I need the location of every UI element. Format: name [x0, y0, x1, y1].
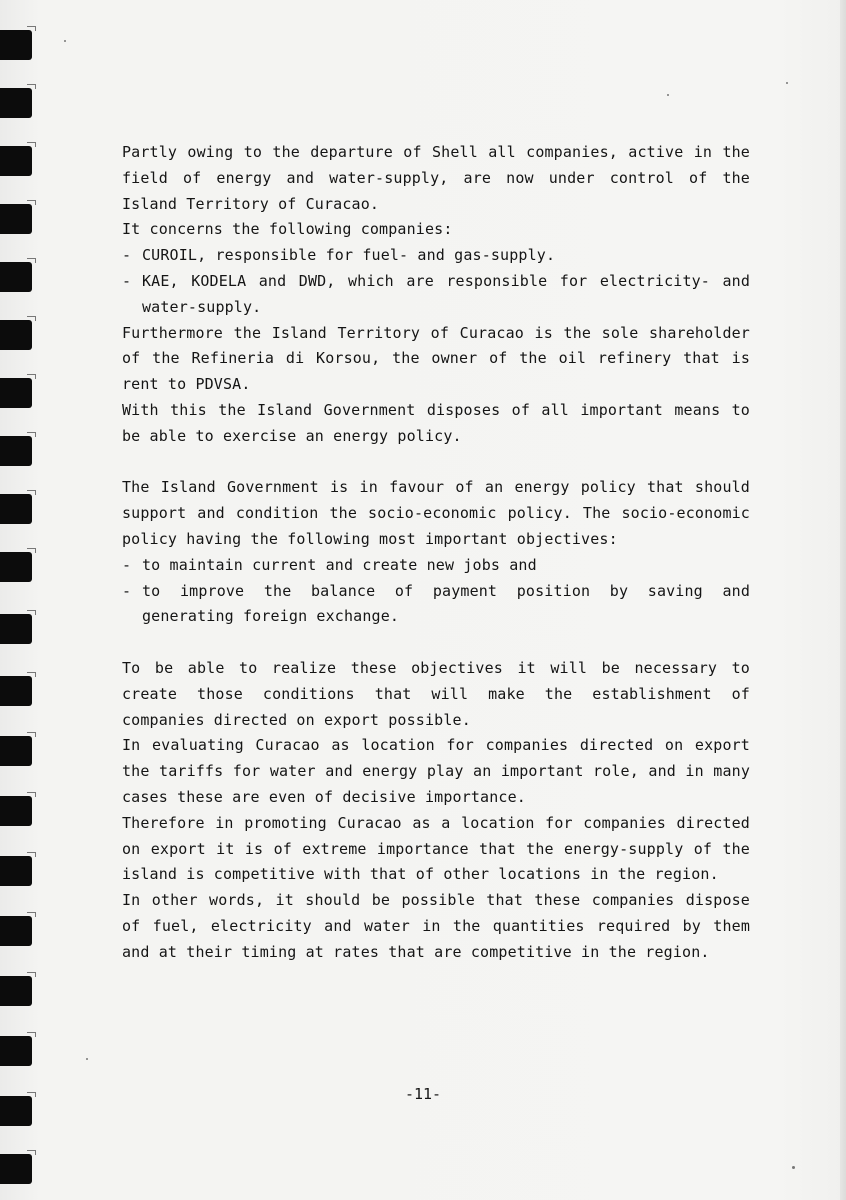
binding-ring: [0, 30, 32, 60]
list-marker: -: [122, 271, 132, 290]
list-item: [122, 553, 750, 579]
paragraph: To be able to realize these objectives it will be necessary to create those conditions that will make the establishment of companies directed on export possible.: [122, 658, 750, 729]
binding-ring: [0, 494, 32, 524]
binding-ring: [0, 796, 32, 826]
list-item-text: to improve the balance of payment position by saving and generating foreign exchange.: [142, 581, 750, 626]
list-item-text: KAE, KODELA and DWD, which are responsible for electricity- and water-supply.: [142, 271, 750, 316]
binding-ring: [0, 736, 32, 766]
binding-ring: [0, 1154, 32, 1184]
paper-speck: [667, 94, 669, 96]
paragraph: In other words, it should be possible that these companies dispose of fuel, electricity and water in the quantities required by them and at their timing at rates that are competitive in the region.: [122, 891, 750, 961]
paper-speck: [64, 40, 66, 42]
spiral-binding: [0, 0, 40, 1200]
page-number: -11-: [404, 1085, 442, 1103]
body-text: [122, 140, 750, 966]
binding-ring: [0, 378, 32, 408]
paper-speck: [786, 82, 788, 84]
binding-ring: [0, 262, 32, 292]
list-item: [122, 243, 750, 269]
paragraph: Furthermore the Island Territory of Curacao is the sole shareholder of the Refineria di Korsou, the owner of the oil refinery that is rent to PDVSA.: [122, 323, 750, 394]
list-marker: -: [122, 555, 132, 574]
paragraph: The Island Government is in favour of an energy policy that should support and condition the socio-economic policy. The socio-economic policy having the following most important objectives:: [122, 478, 750, 548]
paragraph-gap: [122, 630, 750, 656]
paragraph: It concerns the following companies:: [122, 220, 453, 239]
paragraph: Partly owing to the departure of Shell all companies, active in the field of energy and water-supply, are now under control of the Island Territory of Curacao.: [122, 143, 750, 213]
list-marker: -: [122, 246, 132, 265]
paragraph: With this the Island Government disposes of all important means to be able to exercise an energy policy.: [122, 400, 750, 445]
binding-ring: [0, 552, 32, 582]
binding-ring: [0, 436, 32, 466]
paper-speck: [792, 1166, 795, 1169]
list-item: [122, 579, 750, 631]
paper-speck: [86, 1058, 88, 1060]
page-edge: [840, 0, 846, 1200]
binding-ring: [0, 856, 32, 886]
binding-ring: [0, 88, 32, 118]
binding-ring: [0, 614, 32, 644]
binding-ring: [0, 320, 32, 350]
paragraph: Therefore in promoting Curacao as a location for companies directed on export it is of extreme importance that the energy-supply of the island is competitive with that of other locations in the region.: [122, 813, 750, 884]
binding-ring: [0, 146, 32, 176]
list-item: [122, 269, 750, 321]
binding-ring: [0, 916, 32, 946]
binding-ring: [0, 976, 32, 1006]
list-item-text: to maintain current and create new jobs and: [142, 555, 537, 574]
list-marker: -: [122, 581, 132, 600]
binding-ring: [0, 676, 32, 706]
binding-ring: [0, 1036, 32, 1066]
paragraph: In evaluating Curacao as location for companies directed on export the tariffs for water and energy play an important role, and in many cases these are even of decisive importance.: [122, 736, 750, 806]
list-item-text: CUROIL, responsible for fuel- and gas-supply.: [142, 246, 556, 265]
paragraph-gap: [122, 450, 750, 476]
binding-ring: [0, 204, 32, 234]
